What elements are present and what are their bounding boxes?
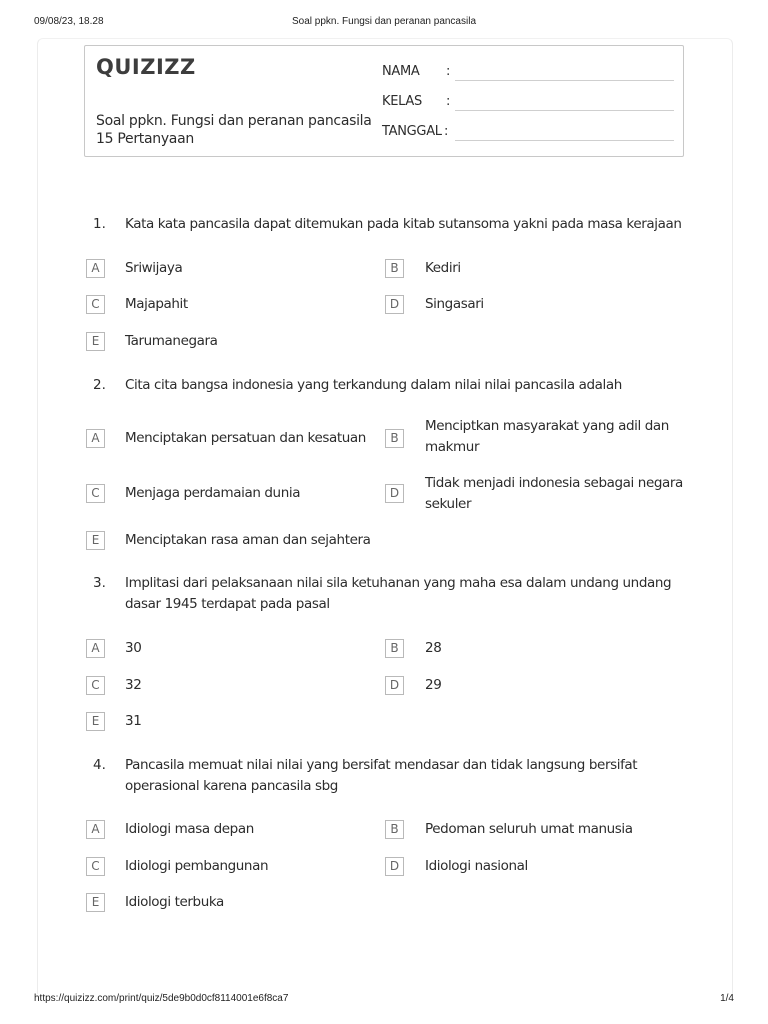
option-letter-box: E: [86, 332, 105, 351]
date-field: [382, 124, 674, 144]
option-text: Idiologi pembangunan: [125, 858, 269, 874]
option-text: Tidak menjadi indonesia sebagai negara sekuler: [425, 475, 683, 512]
print-title: Soal ppkn. Fungsi dan peranan pancasila: [291, 16, 477, 27]
date-colon: :: [444, 124, 449, 139]
option-text: Sriwijaya: [125, 260, 183, 276]
question-text: Cita cita bangsa indonesia yang terkandung dalam nilai nilai pancasila adalah: [125, 377, 622, 393]
date-label: TANGGAL: [382, 124, 442, 139]
option-text: Idiologi nasional: [425, 858, 528, 874]
option-letter-box: D: [385, 484, 404, 503]
option-text: 28: [425, 640, 442, 656]
print-url: https://quizizz.com/print/quiz/5de9b0d0cf8114001e6f8ca7: [34, 993, 289, 1004]
quizizz-logo: QUIZIZZ: [96, 55, 196, 79]
option-letter-box: E: [86, 531, 105, 550]
option-text: 29: [425, 677, 442, 693]
question-number: 4.: [93, 757, 106, 773]
class-line: [455, 110, 674, 111]
option-letter-box: C: [86, 676, 105, 695]
option-letter-box: D: [385, 857, 404, 876]
option-text: Singasari: [425, 296, 484, 312]
option-letter-box: B: [385, 429, 404, 448]
class-label: KELAS: [382, 94, 422, 109]
option-text: Menciptakan rasa aman dan sejahtera: [125, 532, 371, 548]
option-letter-box: B: [385, 259, 404, 278]
student-info-box: [84, 45, 684, 157]
option-letter-box: A: [86, 429, 105, 448]
question-text: Kata kata pancasila dapat ditemukan pada kitab sutansoma yakni pada masa kerajaan: [125, 216, 682, 232]
option-text: Idiologi terbuka: [125, 894, 224, 910]
quiz-title: Soal ppkn. Fungsi dan peranan pancasila: [96, 113, 372, 129]
option-letter-box: C: [86, 295, 105, 314]
option-letter-box: C: [86, 484, 105, 503]
option-text: Pedoman seluruh umat manusia: [425, 821, 633, 837]
option-text: Menciptakan persatuan dan kesatuan: [125, 430, 366, 446]
option-text: 30: [125, 640, 142, 656]
option-text: Menjaga perdamaian dunia: [125, 485, 301, 501]
question-number: 1.: [93, 216, 106, 232]
name-label: NAMA: [382, 64, 420, 79]
name-colon: :: [446, 64, 451, 79]
question-number: 3.: [93, 575, 106, 591]
page-frame: [37, 38, 733, 994]
option-letter-box: C: [86, 857, 105, 876]
question-text: Pancasila memuat nilai nilai yang bersifat mendasar dan tidak langsung bersifat operasional karena pancasila sbg: [125, 757, 638, 794]
print-header: [34, 16, 734, 30]
option-letter-box: B: [385, 639, 404, 658]
page-number: 1/4: [720, 993, 734, 1004]
option-text: Kediri: [425, 260, 461, 276]
option-letter-box: A: [86, 259, 105, 278]
print-date: 09/08/23, 18.28: [34, 16, 104, 27]
option-text: Majapahit: [125, 296, 188, 312]
option-letter-box: E: [86, 712, 105, 731]
name-line: [455, 80, 674, 81]
question-count: 15 Pertanyaan: [96, 131, 194, 147]
option-text: Tarumanegara: [125, 333, 218, 349]
date-line: [455, 140, 674, 141]
option-letter-box: B: [385, 820, 404, 839]
option-letter-box: D: [385, 295, 404, 314]
name-field: [382, 64, 674, 84]
option-letter-box: E: [86, 893, 105, 912]
print-footer: [34, 993, 734, 1007]
question-text: Implitasi dari pelaksanaan nilai sila ketuhanan yang maha esa dalam undang undang dasar 1945 terdapat pada pasal: [125, 575, 672, 612]
option-text: 31: [125, 713, 142, 729]
option-letter-box: A: [86, 820, 105, 839]
option-letter-box: D: [385, 676, 404, 695]
question-number: 2.: [93, 377, 106, 393]
option-text: Idiologi masa depan: [125, 821, 254, 837]
option-text: Menciptkan masyarakat yang adil dan makmur: [425, 418, 669, 455]
option-text: 32: [125, 677, 142, 693]
class-colon: :: [446, 94, 451, 109]
class-field: [382, 94, 674, 114]
option-letter-box: A: [86, 639, 105, 658]
